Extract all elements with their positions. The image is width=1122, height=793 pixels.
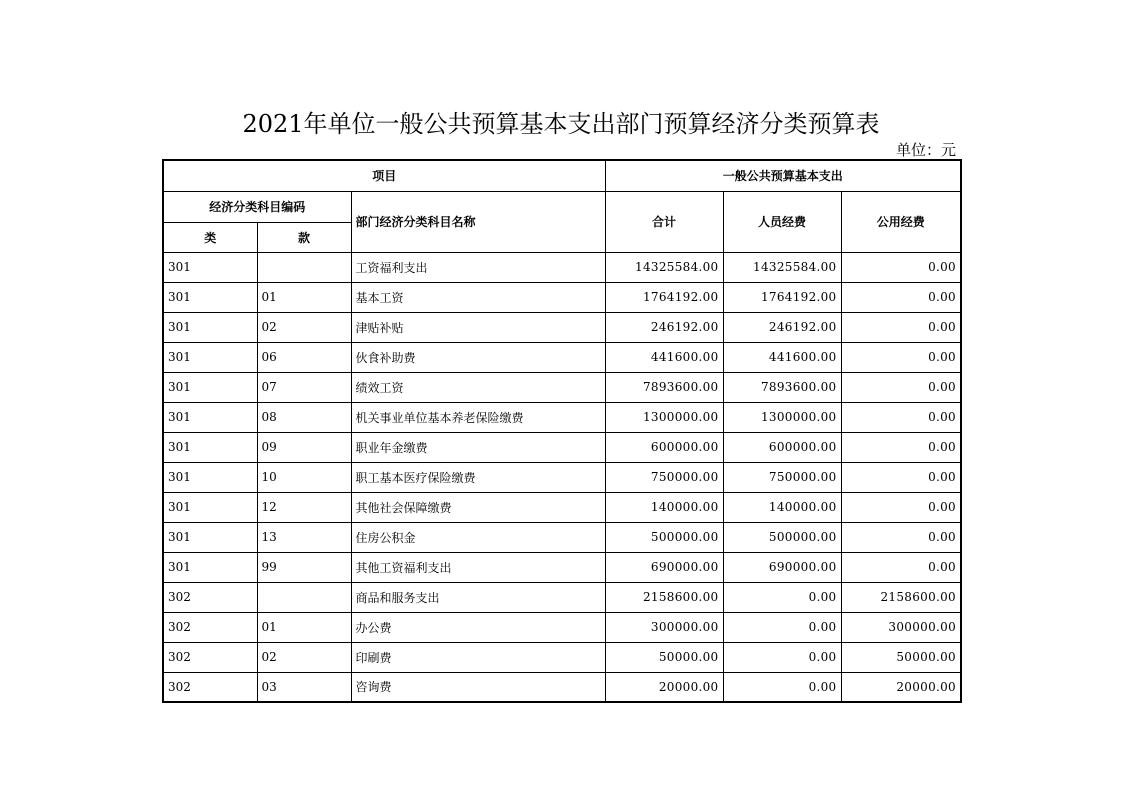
cell-kuan: 01 bbox=[257, 282, 351, 312]
cell-total: 441600.00 bbox=[605, 342, 723, 372]
cell-lei: 301 bbox=[163, 432, 257, 462]
header-public: 公用经费 bbox=[841, 191, 961, 252]
cell-total: 2158600.00 bbox=[605, 582, 723, 612]
cell-name: 住房公积金 bbox=[351, 522, 605, 552]
cell-personnel: 1764192.00 bbox=[723, 282, 841, 312]
cell-total: 1300000.00 bbox=[605, 402, 723, 432]
cell-name: 商品和服务支出 bbox=[351, 582, 605, 612]
cell-public: 0.00 bbox=[841, 462, 961, 492]
cell-lei: 301 bbox=[163, 252, 257, 282]
cell-name: 印刷费 bbox=[351, 642, 605, 672]
cell-personnel: 500000.00 bbox=[723, 522, 841, 552]
cell-lei: 301 bbox=[163, 372, 257, 402]
cell-total: 7893600.00 bbox=[605, 372, 723, 402]
cell-public: 0.00 bbox=[841, 492, 961, 522]
cell-public: 0.00 bbox=[841, 402, 961, 432]
cell-name: 其他工资福利支出 bbox=[351, 552, 605, 582]
cell-public: 0.00 bbox=[841, 282, 961, 312]
cell-total: 246192.00 bbox=[605, 312, 723, 342]
header-row-2 bbox=[163, 191, 961, 222]
header-row-1 bbox=[163, 160, 961, 191]
cell-kuan: 10 bbox=[257, 462, 351, 492]
cell-public: 300000.00 bbox=[841, 612, 961, 642]
cell-public: 0.00 bbox=[841, 312, 961, 342]
table-row bbox=[163, 462, 961, 492]
page-title: 2021年单位一般公共预算基本支出部门预算经济分类预算表 bbox=[242, 110, 880, 138]
cell-total: 1764192.00 bbox=[605, 282, 723, 312]
table-row bbox=[163, 432, 961, 462]
cell-name: 其他社会保障缴费 bbox=[351, 492, 605, 522]
cell-kuan bbox=[257, 582, 351, 612]
cell-lei: 302 bbox=[163, 582, 257, 612]
cell-personnel: 7893600.00 bbox=[723, 372, 841, 402]
cell-lei: 302 bbox=[163, 612, 257, 642]
header-total: 合计 bbox=[605, 191, 723, 252]
cell-lei: 302 bbox=[163, 642, 257, 672]
cell-public: 2158600.00 bbox=[841, 582, 961, 612]
table-row bbox=[163, 492, 961, 522]
cell-kuan: 07 bbox=[257, 372, 351, 402]
cell-lei: 301 bbox=[163, 312, 257, 342]
cell-lei: 301 bbox=[163, 522, 257, 552]
table-body bbox=[163, 252, 961, 702]
cell-total: 14325584.00 bbox=[605, 252, 723, 282]
cell-personnel: 0.00 bbox=[723, 582, 841, 612]
table-row bbox=[163, 402, 961, 432]
cell-kuan: 01 bbox=[257, 612, 351, 642]
table-row bbox=[163, 522, 961, 552]
cell-kuan: 02 bbox=[257, 312, 351, 342]
table-row bbox=[163, 312, 961, 342]
cell-total: 500000.00 bbox=[605, 522, 723, 552]
cell-name: 工资福利支出 bbox=[351, 252, 605, 282]
cell-total: 20000.00 bbox=[605, 672, 723, 702]
cell-public: 0.00 bbox=[841, 522, 961, 552]
table-row bbox=[163, 642, 961, 672]
cell-personnel: 0.00 bbox=[723, 612, 841, 642]
cell-lei: 301 bbox=[163, 342, 257, 372]
cell-name: 办公费 bbox=[351, 612, 605, 642]
cell-public: 0.00 bbox=[841, 552, 961, 582]
budget-table bbox=[162, 159, 962, 703]
cell-public: 0.00 bbox=[841, 372, 961, 402]
cell-personnel: 441600.00 bbox=[723, 342, 841, 372]
cell-total: 600000.00 bbox=[605, 432, 723, 462]
cell-total: 140000.00 bbox=[605, 492, 723, 522]
cell-name: 咨询费 bbox=[351, 672, 605, 702]
cell-lei: 301 bbox=[163, 462, 257, 492]
header-kuan: 款 bbox=[257, 222, 351, 252]
cell-personnel: 0.00 bbox=[723, 672, 841, 702]
cell-kuan: 03 bbox=[257, 672, 351, 702]
header-econ-code: 经济分类科目编码 bbox=[163, 191, 351, 222]
cell-kuan: 99 bbox=[257, 552, 351, 582]
cell-name: 伙食补助费 bbox=[351, 342, 605, 372]
cell-personnel: 246192.00 bbox=[723, 312, 841, 342]
cell-total: 50000.00 bbox=[605, 642, 723, 672]
cell-kuan: 09 bbox=[257, 432, 351, 462]
table-row bbox=[163, 372, 961, 402]
cell-name: 绩效工资 bbox=[351, 372, 605, 402]
cell-personnel: 750000.00 bbox=[723, 462, 841, 492]
cell-name: 津贴补贴 bbox=[351, 312, 605, 342]
cell-name: 职工基本医疗保险缴费 bbox=[351, 462, 605, 492]
cell-public: 20000.00 bbox=[841, 672, 961, 702]
table-row bbox=[163, 252, 961, 282]
cell-personnel: 0.00 bbox=[723, 642, 841, 672]
cell-lei: 301 bbox=[163, 492, 257, 522]
cell-kuan: 06 bbox=[257, 342, 351, 372]
table-row bbox=[163, 612, 961, 642]
cell-lei: 302 bbox=[163, 672, 257, 702]
header-dept-econ-name: 部门经济分类科目名称 bbox=[351, 191, 605, 252]
cell-public: 50000.00 bbox=[841, 642, 961, 672]
cell-personnel: 690000.00 bbox=[723, 552, 841, 582]
cell-kuan: 13 bbox=[257, 522, 351, 552]
cell-kuan: 12 bbox=[257, 492, 351, 522]
unit-label: 单位：元 bbox=[895, 141, 956, 159]
cell-lei: 301 bbox=[163, 282, 257, 312]
cell-personnel: 1300000.00 bbox=[723, 402, 841, 432]
cell-lei: 301 bbox=[163, 402, 257, 432]
cell-public: 0.00 bbox=[841, 342, 961, 372]
table-row bbox=[163, 552, 961, 582]
table-row bbox=[163, 342, 961, 372]
cell-total: 690000.00 bbox=[605, 552, 723, 582]
cell-personnel: 14325584.00 bbox=[723, 252, 841, 282]
header-project: 项目 bbox=[163, 160, 605, 191]
header-lei: 类 bbox=[163, 222, 257, 252]
header-personnel: 人员经费 bbox=[723, 191, 841, 252]
cell-kuan bbox=[257, 252, 351, 282]
cell-name: 机关事业单位基本养老保险缴费 bbox=[351, 402, 605, 432]
header-general-budget: 一般公共预算基本支出 bbox=[605, 160, 961, 191]
cell-personnel: 140000.00 bbox=[723, 492, 841, 522]
cell-total: 300000.00 bbox=[605, 612, 723, 642]
cell-public: 0.00 bbox=[841, 432, 961, 462]
cell-lei: 301 bbox=[163, 552, 257, 582]
cell-name: 职业年金缴费 bbox=[351, 432, 605, 462]
table-row bbox=[163, 282, 961, 312]
cell-name: 基本工资 bbox=[351, 282, 605, 312]
table-row bbox=[163, 582, 961, 612]
table-row bbox=[163, 672, 961, 702]
cell-kuan: 08 bbox=[257, 402, 351, 432]
cell-total: 750000.00 bbox=[605, 462, 723, 492]
cell-personnel: 600000.00 bbox=[723, 432, 841, 462]
cell-kuan: 02 bbox=[257, 642, 351, 672]
cell-public: 0.00 bbox=[841, 252, 961, 282]
